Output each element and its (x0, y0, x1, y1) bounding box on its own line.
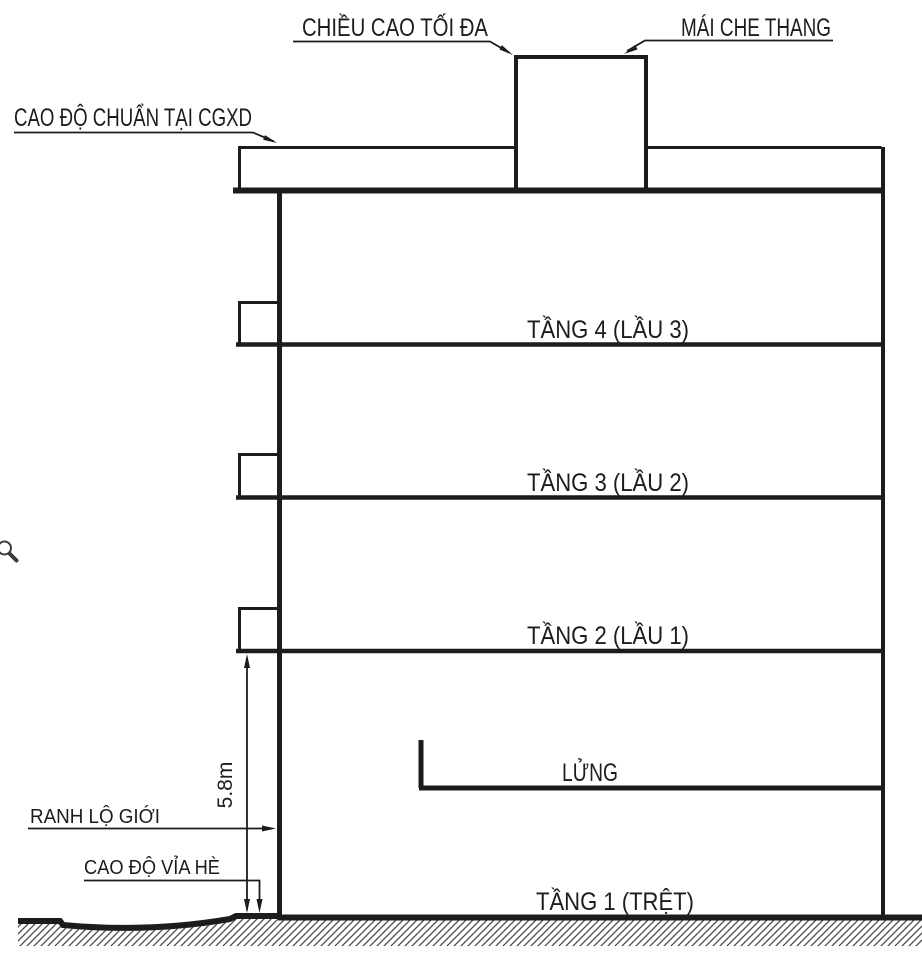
callout-datum-cgxd (14, 103, 334, 143)
arrowhead (499, 45, 513, 55)
callout-max-height-label: CHIỀU CAO TỐI ĐA (302, 14, 531, 42)
callout-stair-canopy (624, 13, 880, 54)
floor-label-lung: LỬNG (562, 759, 635, 787)
callout-road-boundary-label: RANH LỘ GIỚI (30, 806, 169, 828)
ledge-box-2 (240, 609, 281, 651)
ground-hatch (18, 919, 922, 946)
arrowhead (262, 826, 276, 832)
roof-slab-top-left (240, 148, 515, 191)
arrowhead (624, 45, 638, 54)
floor-label-tang4: TẦNG 4 (LẦU 3) (527, 316, 711, 344)
mezzanine-slab (419, 740, 883, 788)
callout-sidewalk-level-label: CAO ĐỘ VỈA HÈ (84, 857, 233, 879)
dimension-5-8m-value: 5.8m (214, 761, 237, 809)
callout-road-boundary (28, 805, 276, 832)
arrowhead (257, 899, 263, 913)
arrowhead (263, 135, 277, 143)
floor-label-tang1: TẦNG 1 (TRỆT) (536, 888, 716, 916)
callout-datum-cgxd-label: CAO ĐỘ CHUẨN TẠI CGXD (14, 104, 334, 132)
floor-label-tang2: TẦNG 2 (LẦU 1) (527, 622, 711, 650)
floor-label-tang3: TẦNG 3 (LẦU 2) (527, 469, 711, 497)
arrowhead (244, 654, 250, 668)
callout-stair-canopy-label: MÁI CHE THANG (681, 14, 880, 42)
stair-canopy-box (516, 57, 646, 192)
arrowhead (244, 899, 250, 913)
ledge-box-3 (240, 455, 281, 498)
ledge-box-4 (240, 303, 281, 345)
magnifier-icon (0, 542, 17, 561)
callout-sidewalk-level (84, 856, 263, 913)
callout-max-height (293, 12, 531, 55)
